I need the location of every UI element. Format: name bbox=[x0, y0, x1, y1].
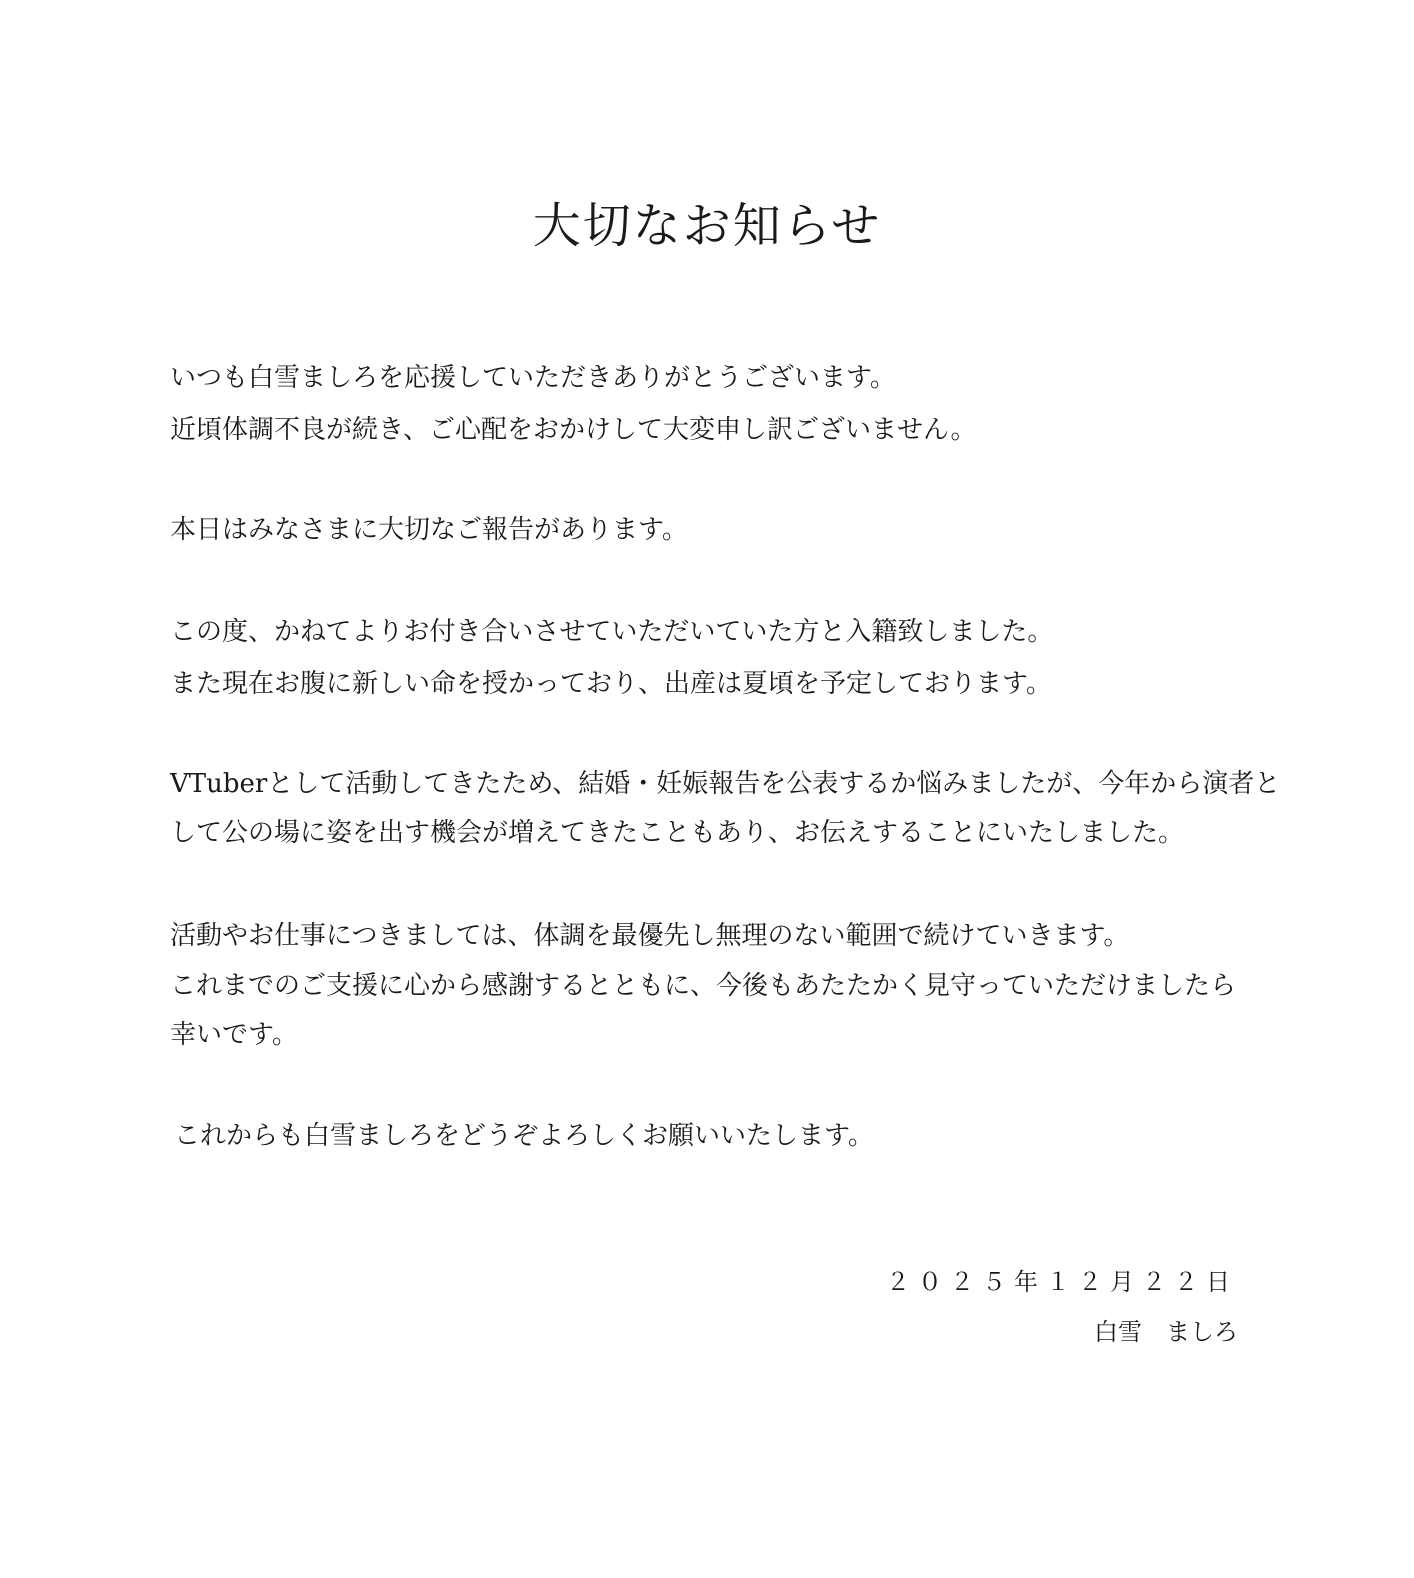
paragraph-line: 活動やお仕事につきましては、体調を最優先し無理のない範囲で続けていきます。 bbox=[170, 921, 1130, 951]
paragraph-line: この度、かねてよりお付き合いさせていただいていた方と入籍致しました。 bbox=[170, 617, 1054, 647]
paragraph-line: これまでのご支援に心から感謝するとともに、今後もあたたかく見守っていただけましたら bbox=[170, 971, 1237, 1001]
paragraph-line: 近頃体調不良が続き、ご心配をおかけして大変申し訳ございません。 bbox=[170, 415, 977, 445]
signature-date: ２０２５年１２月２２日 bbox=[886, 1268, 1238, 1296]
paragraph-line: これからも白雪ましろをどうぞよろしくお願いいたします。 bbox=[174, 1121, 874, 1151]
paragraph-line: して公の場に姿を出す機会が増えてきたこともあり、お伝えすることにいたしました。 bbox=[170, 818, 1185, 848]
signature-name: 白雪 ましろ bbox=[1094, 1318, 1238, 1346]
paragraph-line: いつも白雪ましろを応援していただきありがとうございます。 bbox=[170, 363, 896, 393]
paragraph-line: VTuberとして活動してきたため、結婚・妊娠報告を公表するか悩みましたが、今年から演者と bbox=[170, 769, 1281, 799]
paragraph-line: 幸いです。 bbox=[170, 1020, 298, 1050]
paragraph-line: また現在お腹に新しい命を授かっており、出産は夏頃を予定しております。 bbox=[170, 669, 1052, 699]
page-title: 大切なお知らせ bbox=[532, 198, 882, 254]
paragraph-line: 本日はみなさまに大切なご報告があります。 bbox=[170, 515, 688, 545]
